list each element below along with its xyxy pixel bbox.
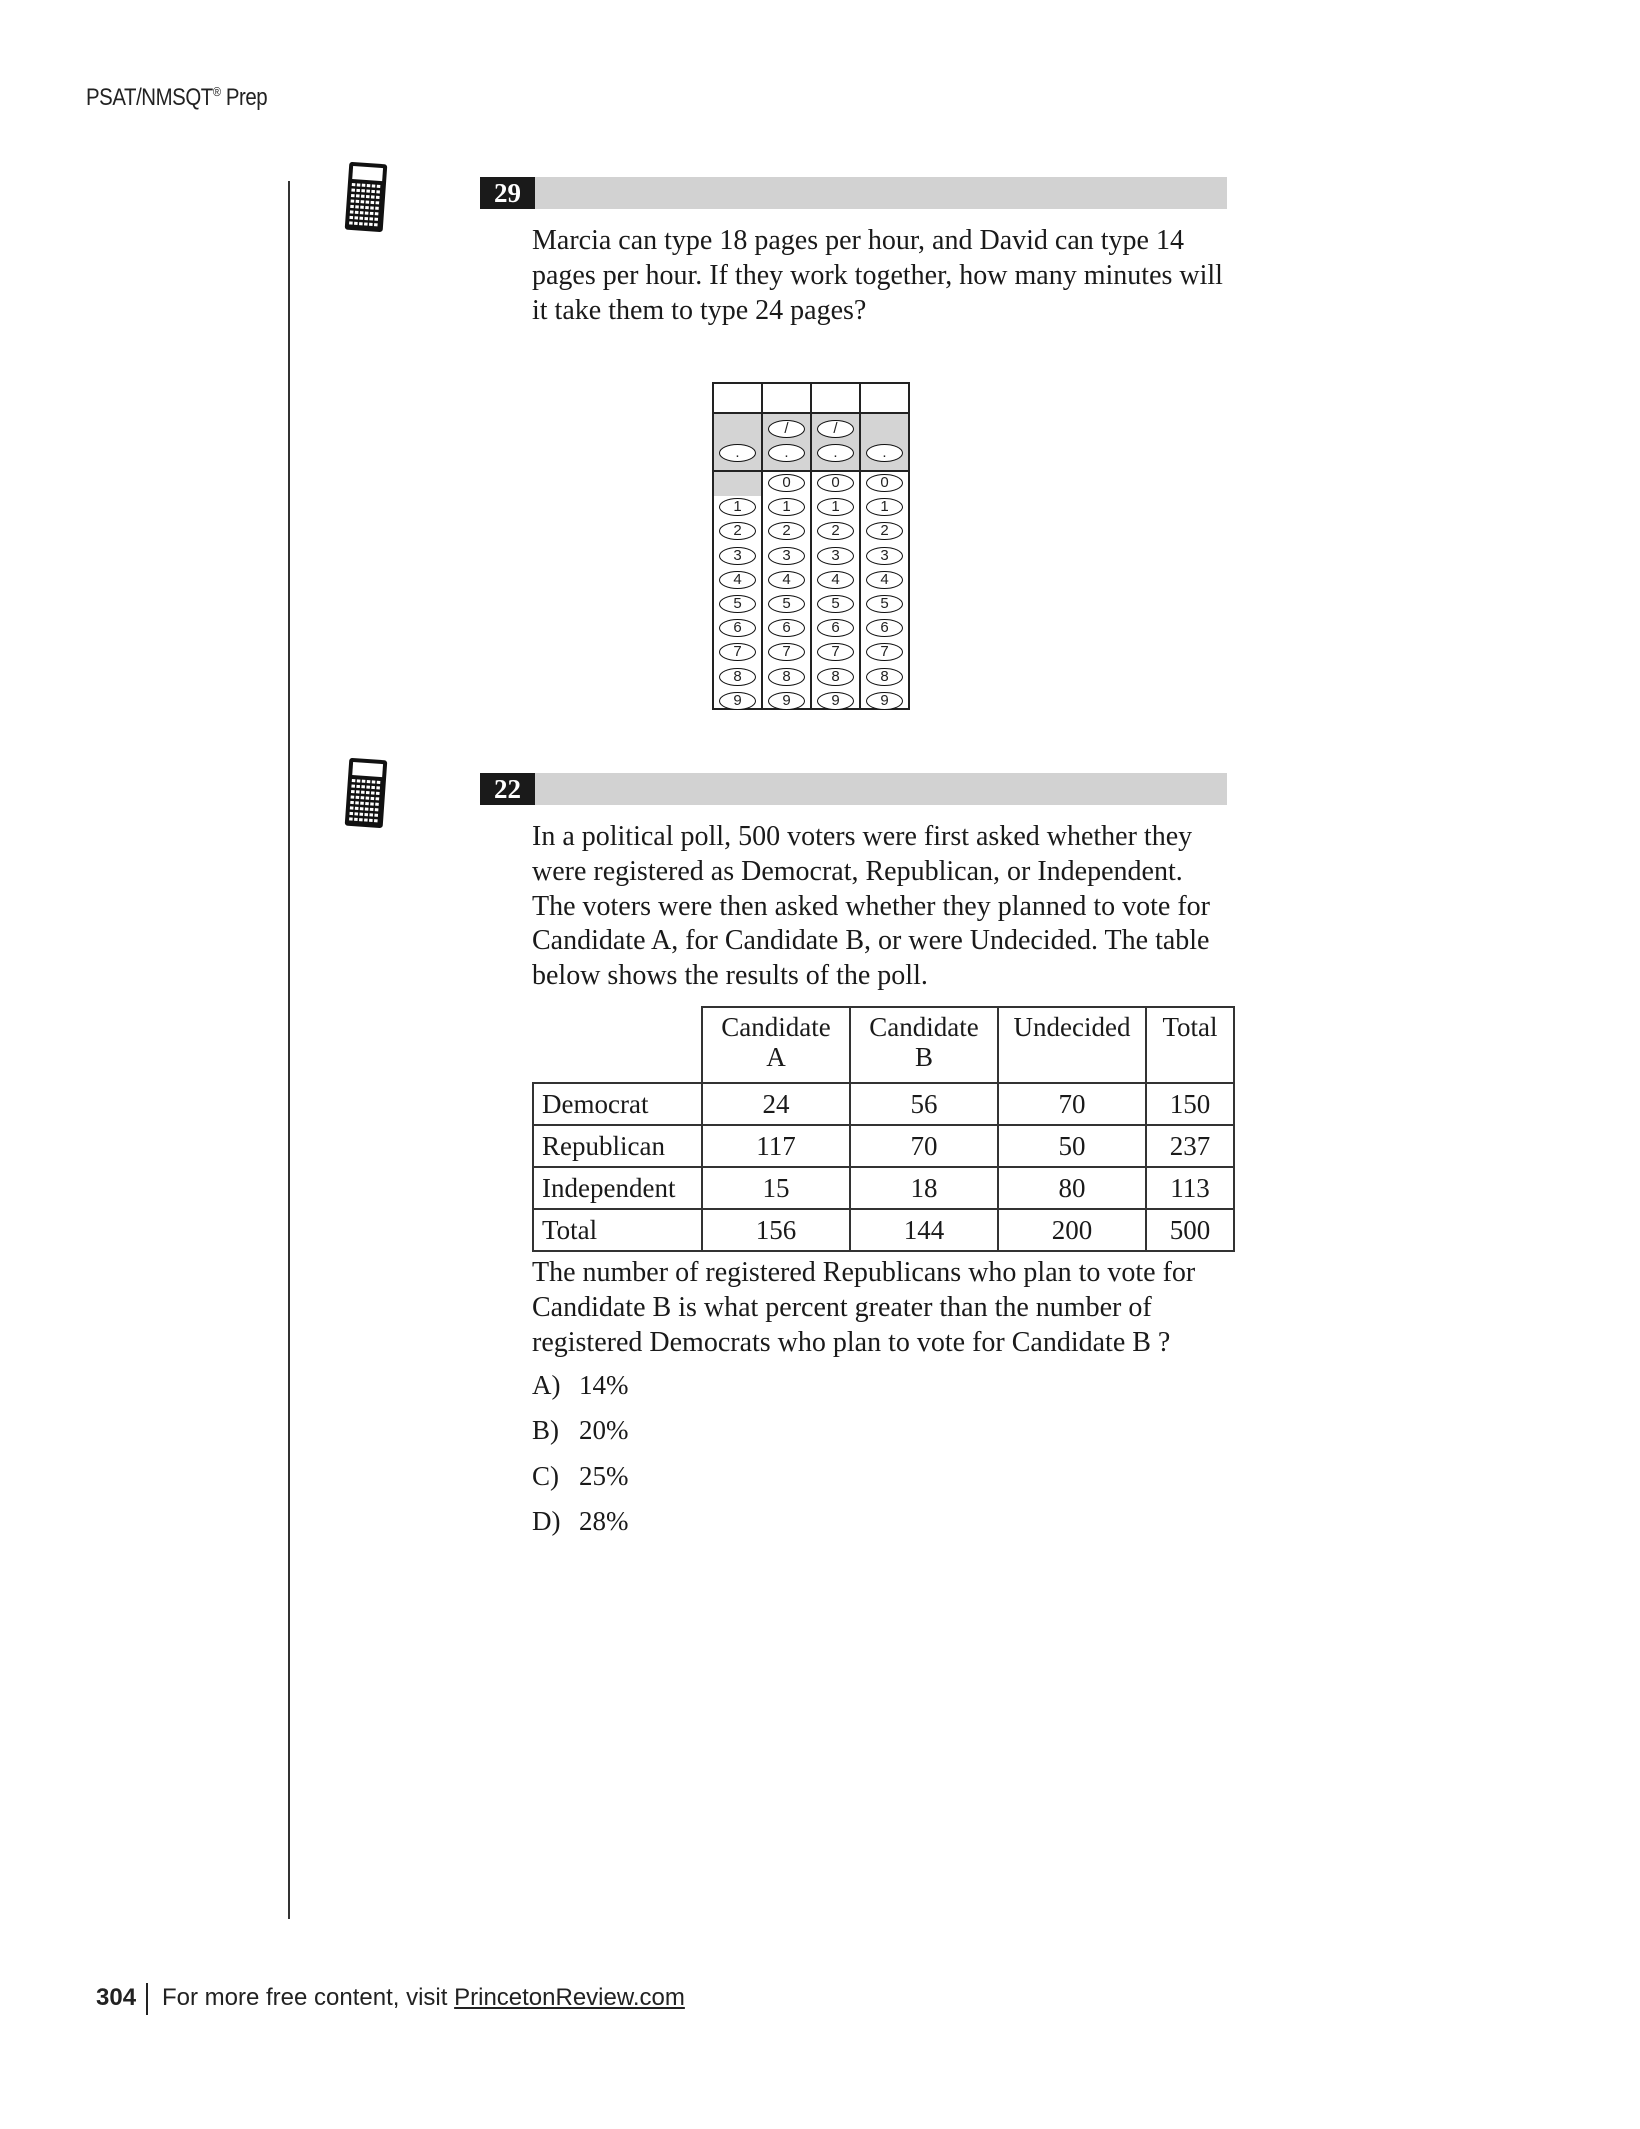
fraction-bubble[interactable]: /: [768, 420, 805, 438]
digit-bubble-9[interactable]: 9: [817, 692, 854, 710]
digit-bubble-0[interactable]: 0: [866, 474, 903, 492]
digit-bubble-7[interactable]: 7: [817, 643, 854, 661]
decimal-bubble[interactable]: .: [719, 444, 756, 462]
digit-bubble-2[interactable]: 2: [817, 522, 854, 540]
choice-letter: C): [532, 1461, 559, 1491]
choice-letter: D): [532, 1506, 561, 1536]
table-cell: 15: [702, 1167, 850, 1209]
digit-bubble-8[interactable]: 8: [866, 668, 903, 686]
question-22-prompt: The number of registered Republicans who plan to vote for Candidate B is what percent greater than the number of registered Democrats who plan to vote for Candidate B ?: [532, 1257, 1196, 1358]
question-29-header: [480, 177, 1227, 209]
digit-bubble-6[interactable]: 6: [768, 619, 805, 637]
digit-bubble-4[interactable]: 4: [768, 571, 805, 589]
running-header: [86, 84, 267, 112]
answer-write-in-box[interactable]: [763, 384, 812, 414]
table-cell: 156: [702, 1209, 850, 1251]
header-line: Candidate: [869, 1012, 979, 1042]
column-header: [850, 1007, 998, 1083]
choice-text: 28%: [579, 1506, 629, 1536]
row-label: Republican: [533, 1125, 702, 1167]
digit-bubble-7[interactable]: 7: [768, 643, 805, 661]
choice-text: 14%: [579, 1370, 629, 1400]
digit-bubble-1[interactable]: 1: [817, 498, 854, 516]
table-row: [533, 1083, 1234, 1125]
table-header-row: [533, 1007, 1234, 1083]
digit-bubble-8[interactable]: 8: [719, 668, 756, 686]
header-title: PSAT/NMSQT: [86, 84, 213, 111]
row-label: Independent: [533, 1167, 702, 1209]
table-row: [533, 1167, 1234, 1209]
symbol-row-shade: [861, 414, 908, 472]
answer-choice-a[interactable]: [532, 1370, 629, 1401]
answer-choice-d[interactable]: [532, 1506, 629, 1537]
choice-letter: B): [532, 1415, 559, 1445]
table-cell: 24: [702, 1083, 850, 1125]
table-cell: 70: [850, 1125, 998, 1167]
question-number: 22: [480, 773, 535, 805]
zero-row-shade: [714, 472, 761, 496]
registered-mark: ®: [212, 84, 221, 99]
table-cell: 200: [998, 1209, 1146, 1251]
table-cell: 150: [1146, 1083, 1234, 1125]
table-cell: 80: [998, 1167, 1146, 1209]
digit-bubble-9[interactable]: 9: [768, 692, 805, 710]
column-header: [1146, 1007, 1234, 1083]
digit-bubble-0[interactable]: 0: [817, 474, 854, 492]
table-row: [533, 1125, 1234, 1167]
digit-bubble-1[interactable]: 1: [719, 498, 756, 516]
digit-bubble-2[interactable]: 2: [719, 522, 756, 540]
footer-divider: [146, 1983, 148, 2015]
digit-bubble-6[interactable]: 6: [817, 619, 854, 637]
header-line: Undecided: [1013, 1012, 1131, 1042]
table-cell: 117: [702, 1125, 850, 1167]
table-cell: 113: [1146, 1167, 1234, 1209]
header-line: Candidate: [721, 1012, 831, 1042]
digit-bubble-6[interactable]: 6: [719, 619, 756, 637]
header-line: A: [766, 1042, 786, 1072]
poll-results-table: [532, 1006, 1235, 1252]
table-cell: 50: [998, 1125, 1146, 1167]
digit-bubble-5[interactable]: 5: [768, 595, 805, 613]
question-22-intro: In a political poll, 500 voters were first asked whether they were registered as Democrat, Republican, or Independent. The voters were then asked whether they planned to vote for Candidate A, for Candidate B, or were Undecided. The table below shows the results of the poll.: [532, 821, 1210, 992]
table-cell: 56: [850, 1083, 998, 1125]
choice-text: 20%: [579, 1415, 629, 1445]
digit-bubble-4[interactable]: 4: [719, 571, 756, 589]
decimal-bubble[interactable]: .: [817, 444, 854, 462]
calculator-icon: [344, 161, 388, 233]
empty-corner-cell: [533, 1007, 702, 1083]
table-row: [533, 1209, 1234, 1251]
digit-bubble-5[interactable]: 5: [866, 595, 903, 613]
digit-bubble-7[interactable]: 7: [719, 643, 756, 661]
digit-bubble-9[interactable]: 9: [866, 692, 903, 710]
digit-bubble-3[interactable]: 3: [817, 547, 854, 565]
digit-bubble-3[interactable]: 3: [866, 547, 903, 565]
footer-text: [162, 1984, 685, 2012]
digit-bubble-0[interactable]: 0: [768, 474, 805, 492]
header-line: Total: [1162, 1012, 1218, 1042]
digit-bubble-5[interactable]: 5: [817, 595, 854, 613]
digit-bubble-3[interactable]: 3: [768, 547, 805, 565]
digit-bubble-6[interactable]: 6: [866, 619, 903, 637]
column-header: [998, 1007, 1146, 1083]
margin-rule: [288, 181, 290, 1919]
fraction-bubble[interactable]: /: [817, 420, 854, 438]
column-header: [702, 1007, 850, 1083]
digit-bubble-4[interactable]: 4: [866, 571, 903, 589]
header-suffix: Prep: [220, 84, 268, 111]
digit-bubble-2[interactable]: 2: [768, 522, 805, 540]
grid-in-answer-box: [712, 382, 910, 710]
answer-choice-c[interactable]: [532, 1461, 629, 1492]
footer-label: For more free content, visit: [162, 1984, 455, 2011]
digit-bubble-3[interactable]: 3: [719, 547, 756, 565]
symbol-row-shade: [714, 414, 761, 472]
table-cell: 237: [1146, 1125, 1234, 1167]
digit-bubble-5[interactable]: 5: [719, 595, 756, 613]
choice-letter: A): [532, 1370, 561, 1400]
digit-bubble-7[interactable]: 7: [866, 643, 903, 661]
question-29-text: Marcia can type 18 pages per hour, and David can type 14 pages per hour. If they work together, how many minutes will it take them to type 24 pages?: [532, 225, 1223, 326]
digit-bubble-1[interactable]: 1: [866, 498, 903, 516]
answer-write-in-box[interactable]: [714, 384, 763, 414]
decimal-bubble[interactable]: .: [768, 444, 805, 462]
digit-bubble-9[interactable]: 9: [719, 692, 756, 710]
table-cell: 18: [850, 1167, 998, 1209]
question-22-header: [480, 773, 1227, 805]
question-number: 29: [480, 177, 535, 209]
digit-bubble-8[interactable]: 8: [768, 668, 805, 686]
table-cell: 70: [998, 1083, 1146, 1125]
princeton-review-link[interactable]: PrincetonReview.com: [454, 1984, 685, 2011]
answer-choice-b[interactable]: [532, 1415, 629, 1446]
row-label: Democrat: [533, 1083, 702, 1125]
table-cell: 500: [1146, 1209, 1234, 1251]
row-label: Total: [533, 1209, 702, 1251]
choice-text: 25%: [579, 1461, 629, 1491]
digit-bubble-1[interactable]: 1: [768, 498, 805, 516]
header-line: B: [914, 1042, 933, 1072]
digit-bubble-2[interactable]: 2: [866, 522, 903, 540]
answer-write-in-box[interactable]: [812, 384, 861, 414]
digit-bubble-8[interactable]: 8: [817, 668, 854, 686]
calculator-icon: [344, 757, 388, 829]
page-number: 304: [96, 1984, 137, 2011]
answer-write-in-box[interactable]: [861, 384, 910, 414]
decimal-bubble[interactable]: .: [866, 444, 903, 462]
digit-bubble-4[interactable]: 4: [817, 571, 854, 589]
table-cell: 144: [850, 1209, 998, 1251]
